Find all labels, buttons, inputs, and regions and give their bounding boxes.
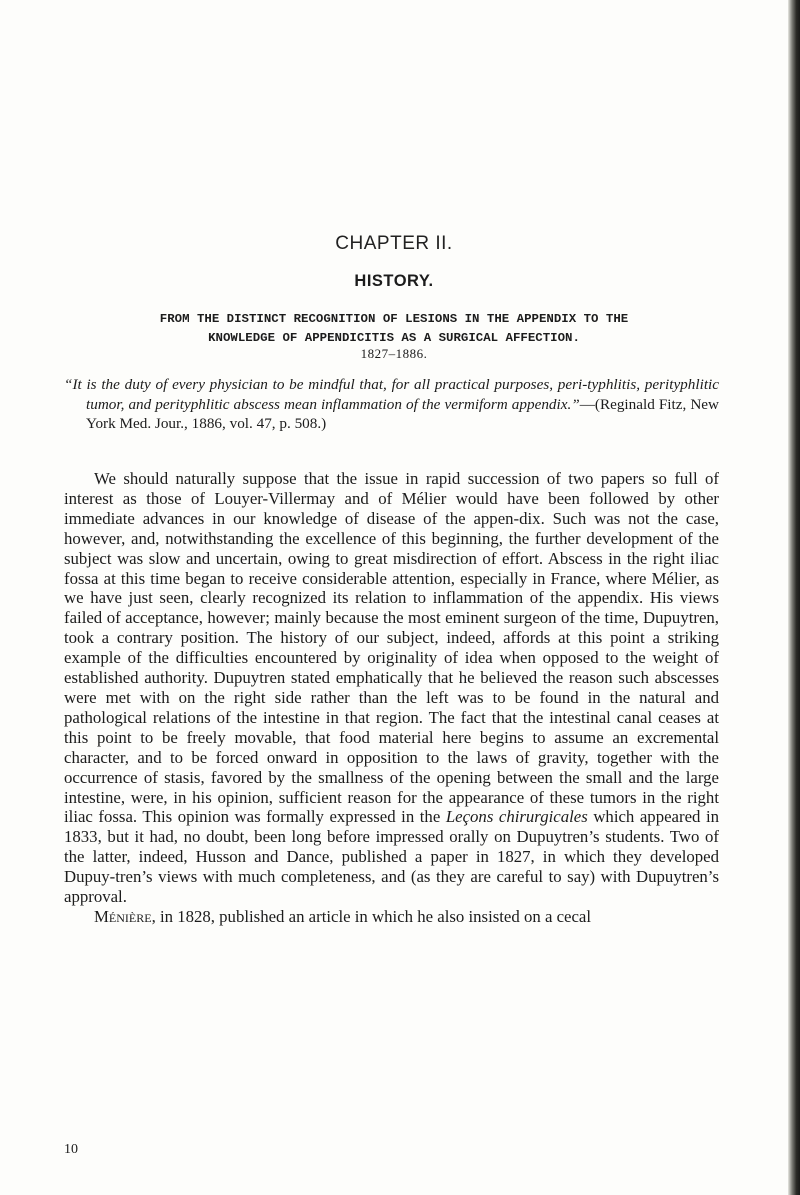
body-text [64, 469, 719, 927]
author-name-smallcaps: Ménière [94, 906, 152, 926]
subtitle-line-1: FROM THE DISTINCT RECOGNITION OF LESIONS IN THE APPENDIX TO THE [159, 312, 629, 326]
paragraph-1-part-a: We should naturally suppose that the issue in rapid succession of two papers so full of interest as those of Louyer-Villermay and of Mélier would have been followed by other immediate advances in our knowledge of disease of the appen-dix. Such was not the case, however, and, notwithstanding the excellence of this beginning, the further development of the subject was slow and uncertain, owing to great misdirection of effort. Abscess in the right iliac fossa at this time began to receive considerable attention, especially in France, where Mélier, as we have just seen, clearly recognized its relation to inflammation of the appendix. His views failed of acceptance, however; mainly because the most eminent surgeon of the time, Dupuytren, took a contrary position. The history of our subject, indeed, affords at this point a striking example of the difficulties encountered by originality of idea when opposed to the weight of established authority. Dupuytren stated emphatically that he believed the reason such abscesses were met with on the right side rather than the left was to be found in the natural and pathological relations of the intestine in that region. The fact that the intestinal canal ceases at this point to be freely movable, that food material here begins to assume an excremental character, and to be forced onward in opposition to the laws of gravity, together with the occurrence of stasis, favored by the smallness of the opening between the small and the large intestine, were, in his opinion, sufficient reason for the appearance of these tumors in the right iliac fossa. This opinion was formally expressed in the [64, 469, 719, 827]
quote-source: —(Reginald Fitz, New York Med. Jour., 1886, vol. 47, p. 508.) [86, 395, 719, 432]
paragraph-2 [64, 907, 719, 927]
page-edge-shadow [788, 0, 800, 1195]
paragraph-1-part-b: which appeared in 1833, but it had, no doubt, been long before impressed orally on Dupuytren’s students. Two of the latter, indeed, Husson and Dance, published a paper in 1827, in which they developed Dupuy-tren’s views with much completeness, and (as they are careful to say) with Dupuytren’s approval. [64, 807, 720, 907]
page-number: 10 [64, 1142, 78, 1157]
epigraph-quote [64, 375, 719, 434]
subtitle-line-2: KNOWLEDGE OF APPENDICITIS AS A SURGICAL AFFECTION. [208, 331, 580, 345]
chapter-subtitle [64, 310, 724, 348]
chapter-title: HISTORY. [354, 272, 434, 290]
date-range: 1827–1886. [360, 346, 428, 361]
paragraph-1 [64, 469, 719, 907]
chapter-heading: CHAPTER II. [335, 233, 453, 254]
quote-text: “It is the duty of every physician to be mindful that, for all practical purposes, peri-typhlitis, perityphlitic tumor, and perityphlitic abscess mean inflammation of the vermiform appendix.” [64, 376, 719, 413]
book-title-italic: Leçons chirurgicales [445, 807, 588, 827]
paragraph-2-text: , in 1828, published an article in which he also insisted on a cecal [151, 906, 592, 926]
